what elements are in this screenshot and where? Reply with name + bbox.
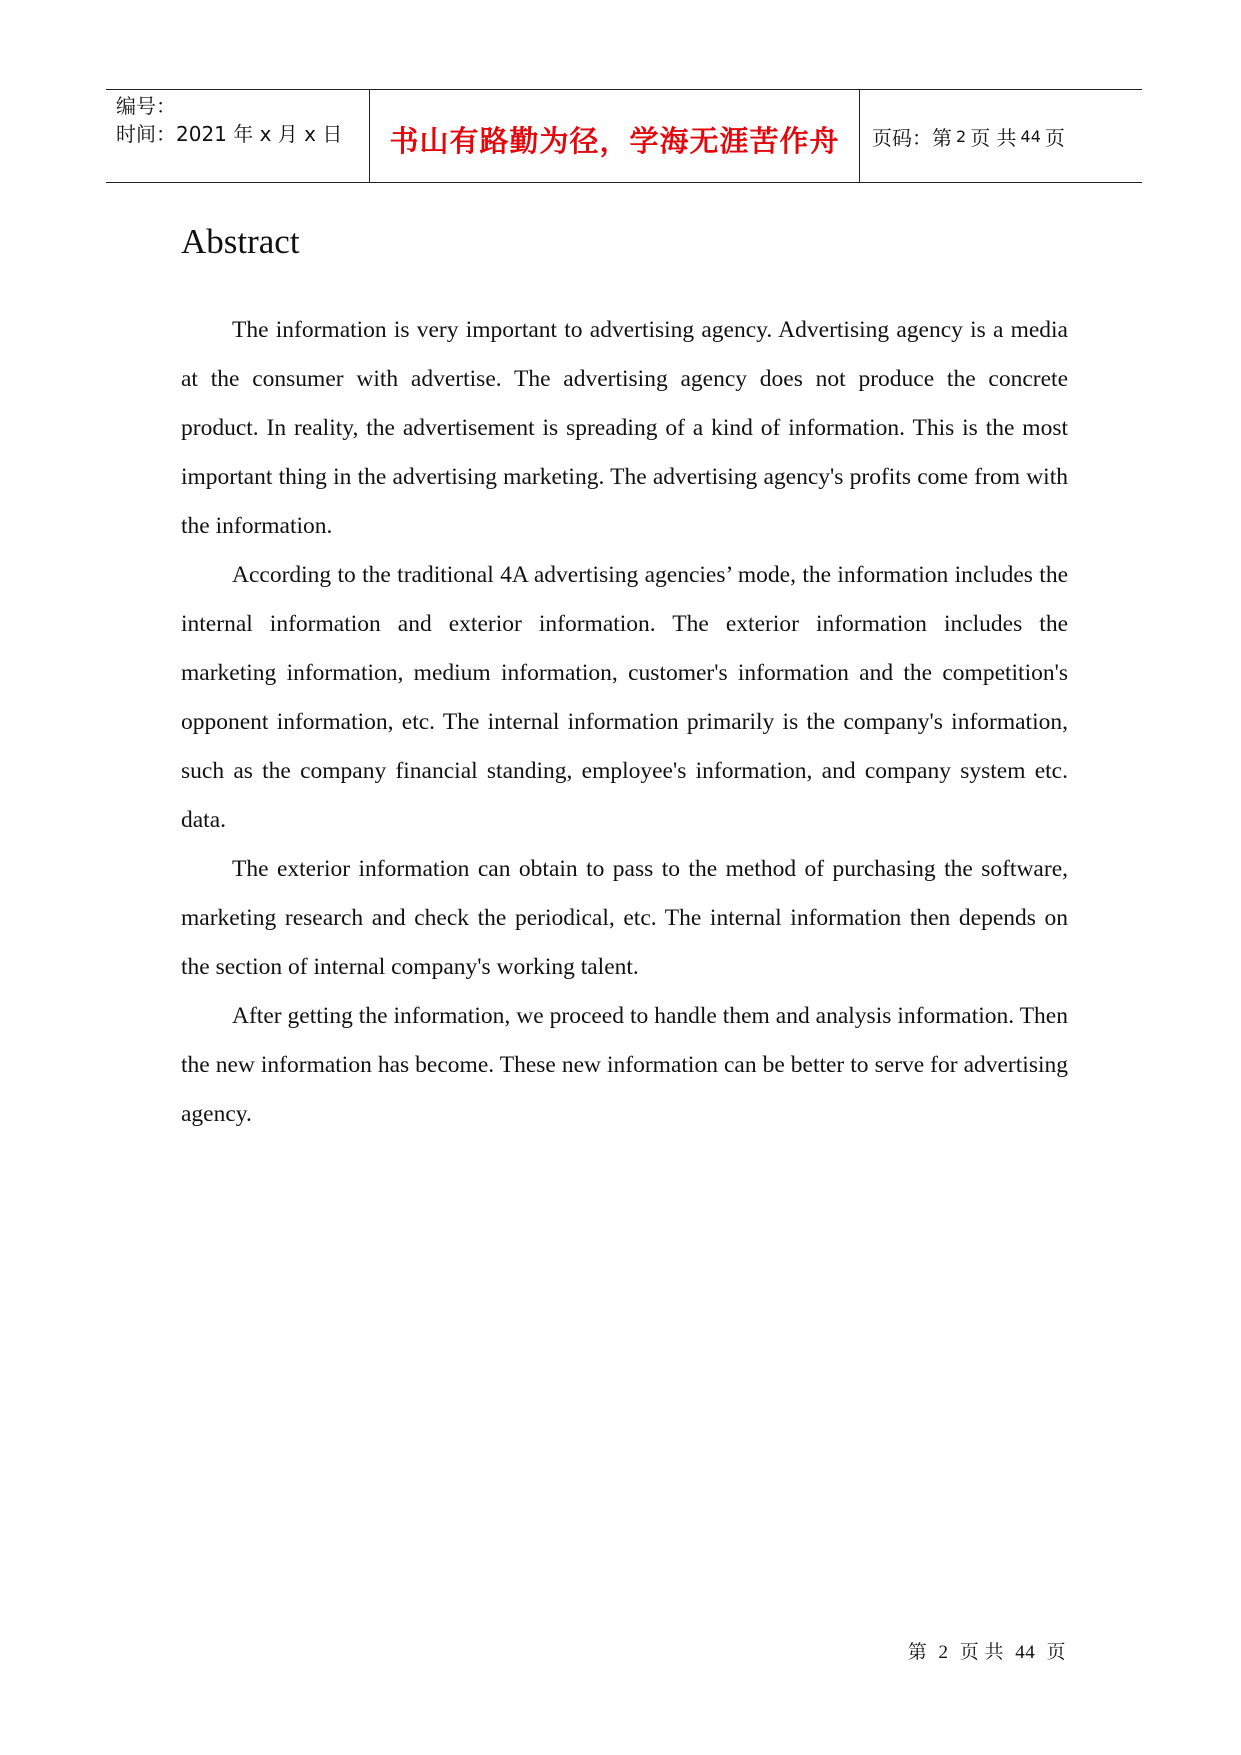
serial-label: 编号：: [116, 94, 176, 118]
paragraph: The exterior information can obtain to pass to the method of purchasing the software, marketing research and check the periodical, etc. The internal information then depends on the section of internal company's working talent.: [181, 856, 1068, 980]
footer-prefix: 第: [907, 1642, 928, 1663]
paragraph: The information is very important to advertising agency. Advertising agency is a media at the consumer with advertise. The advertising agency does not produce the concrete product. In reality, the advertisement is spreading of a kind of information. This is the most important thing in the advertising marketing. The advertising agency's profits come from with the information.: [181, 317, 1068, 539]
paragraph: After getting the information, we proceed to handle them and analysis information. Then the new information has become. These new information can be better to serve for advertising agency.: [181, 1003, 1068, 1127]
document-body: [181, 306, 1068, 1139]
date-label: 时间：2021 年 x 月 x 日: [116, 122, 343, 146]
header-page-suffix: 页: [1044, 125, 1065, 150]
header-meta-cell: [106, 90, 370, 182]
footer-mid: 页 共: [959, 1642, 1004, 1663]
header-page-current: 2: [956, 126, 967, 146]
footer-suffix: 页: [1046, 1642, 1066, 1663]
header-motto-cell: [370, 90, 860, 182]
footer-page-current: 2: [938, 1642, 949, 1663]
footer-page-total: 44: [1015, 1642, 1036, 1663]
page-header: [106, 89, 1142, 183]
document-title: Abstract: [181, 222, 300, 261]
header-page-cell: [860, 90, 1142, 182]
paragraph: According to the traditional 4A advertising agencies’ mode, the information includes the internal information and exterior information. The exterior information includes the marketing information, medium information, customer's information and the competition's opponent information, etc. The internal information primarily is the company's information, such as the company financial standing, employee's information, and company system etc. data.: [181, 562, 1068, 833]
page-footer: [880, 1637, 1066, 1664]
header-page-total: 44: [1020, 126, 1041, 146]
header-page-prefix: 页码：第: [872, 125, 952, 150]
motto-text: 书山有路勤为径，学海无涯苦作舟: [389, 123, 840, 158]
header-page-mid: 页 共: [970, 125, 1017, 150]
